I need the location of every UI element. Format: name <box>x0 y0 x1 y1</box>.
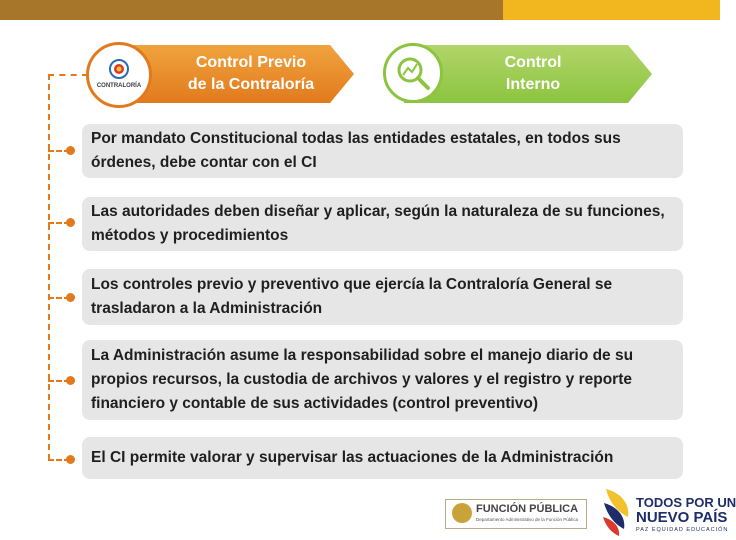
top-bar <box>0 0 720 20</box>
item-text-1: Por mandato Constitucional todas las entidades estatales, en todos sus órdenes, debe contar con el CI <box>91 130 621 171</box>
nuevo-pais-line2: NUEVO PAÍS <box>636 509 728 526</box>
item-box-2 <box>82 197 683 251</box>
item-box-5 <box>82 437 683 479</box>
contraloria-logo <box>86 42 152 108</box>
funcion-publica-title: FUNCIÓN PÚBLICA <box>476 503 579 515</box>
control-previo-line1: Control Previo <box>195 54 307 71</box>
item-text-5: El CI permite valorar y supervisar las actuaciones de la Administración <box>91 449 614 466</box>
item-box-4 <box>82 340 683 420</box>
control-interno-line2: Interno <box>505 76 561 93</box>
nuevo-pais-line3: PAZ EQUIDAD EDUCACIÓN <box>636 527 729 533</box>
top-bar-dark <box>0 0 503 20</box>
bullet-dot-2 <box>66 218 75 227</box>
item-text-4: La Administración asume la responsabilidad sobre el manejo diario de su propios recursos, la custodia de archivos y valores y el registro y reporte financiero y contable de sus actividades (control preventivo) <box>91 347 634 412</box>
control-interno-badge <box>383 43 443 103</box>
bullet-dot-4 <box>66 376 75 385</box>
connector-vertical <box>48 74 50 460</box>
control-interno-line1: Control <box>504 54 562 71</box>
connector-top <box>48 74 88 76</box>
colombia-seal-icon <box>452 503 472 523</box>
nuevo-pais-emblem-icon <box>600 483 636 538</box>
nuevo-pais-line1: TODOS POR UN <box>636 495 736 510</box>
bullet-dot-5 <box>66 455 75 464</box>
control-previo-line2: de la Contraloría <box>187 76 315 93</box>
magnifier-chart-icon <box>386 46 440 100</box>
funcion-publica-subtitle: Departamento Administrativo de la Función Pública <box>476 517 579 522</box>
bullet-dot-3 <box>66 293 75 302</box>
nuevo-pais-logo <box>600 483 736 538</box>
item-text-2: Las autoridades deben diseñar y aplicar, según la naturaleza de su funciones, métodos y procedimientos <box>91 203 665 244</box>
item-box-1 <box>82 124 683 178</box>
item-text-3: Los controles previo y preventivo que ejercía la Contraloría General se trasladaron a la Administración <box>91 276 613 317</box>
item-box-3 <box>82 269 683 325</box>
contraloria-logo-text: CONTRALORÍA <box>96 83 142 89</box>
bullet-dot-1 <box>66 146 75 155</box>
control-previo-arrow <box>120 45 354 103</box>
funcion-publica-logo <box>445 499 587 529</box>
